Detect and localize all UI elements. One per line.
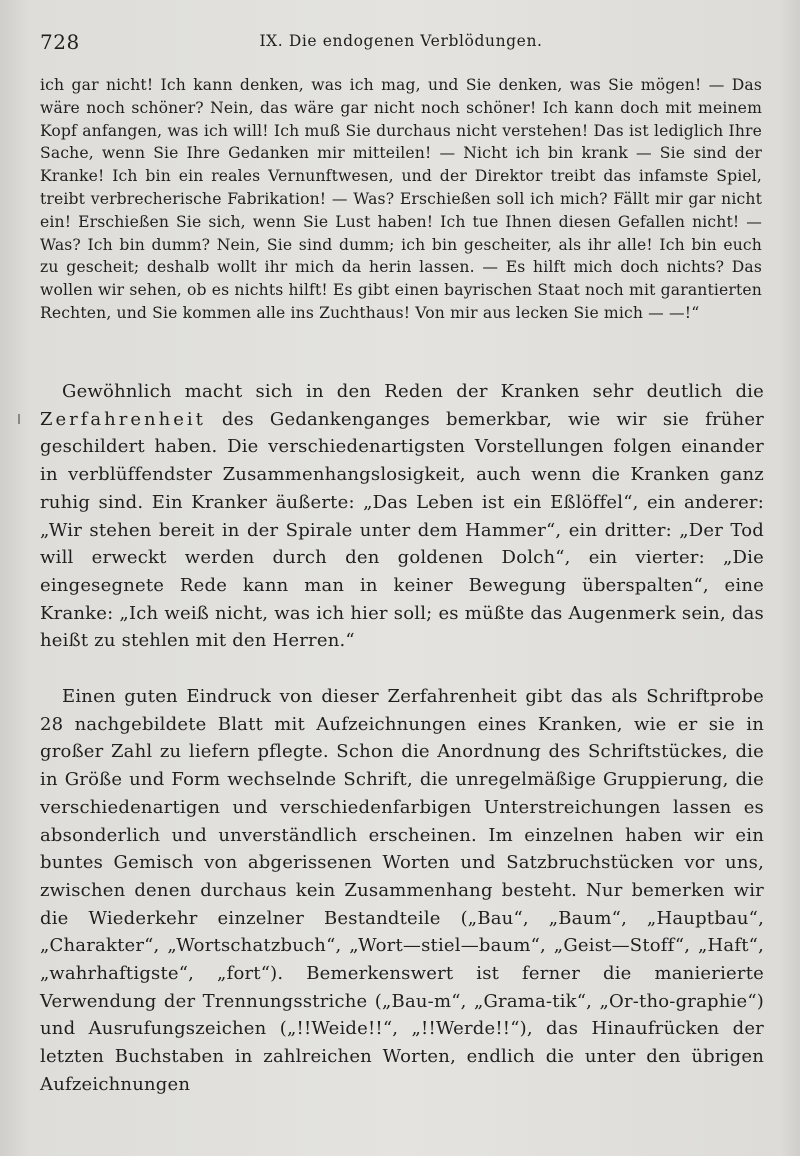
running-title: IX. Die endogenen Verblödungen. [259,32,543,50]
spaced-emphasis-term: Zerfahrenheit [40,408,206,430]
paragraph-schriftprobe: Einen guten Eindruck von dieser Zerfahrenheit gibt das als Schriftprobe 28 nachgebildete Blatt mit Aufzeichnungen eines Kranken, wie er sie in großer Zahl zu liefern pflegte. Schon die Anordnung des Schriftstückes, die in Größe und Form wechselnde Schrift, die unregelmäßige Gruppierung, die verschiedenartigen und verschiedenfarbigen Unterstreichungen lassen es absonderlich und unverständlich erscheinen. Im einzelnen haben wir ein buntes Gemisch von abgerissenen Worten und Satzbruchstücken vor uns, zwischen denen durchaus kein Zusammenhang besteht. Nur bemerken wir die Wiederkehr einzelner Bestandteile („Bau“, „Baum“, „Hauptbau“, „Charakter“, „Wortschatzbuch“, „Wort—stiel—baum“, „Geist—Stoff“, „Haft“, „wahrhaftigste“, „fort“). Bemerkenswert ist ferner die manierierte Verwendung der Trennungsstriche („Bau-m“, „Grama-tik“, „Or-tho-graphie“) und Ausrufungszeichen („!!Weide!!“, „!!Werde!!“), das Hinaufrücken der letzten Buchstaben in zahlreichen Worten, endlich die unter den übrigen Aufzeichnungen [40,686,764,1095]
margin-mark [18,414,20,424]
paragraph1-lead-text: Gewöhnlich macht sich in den Reden der Kranken sehr deutlich die [62,381,764,402]
paragraph1-rest-text: des Gedankenganges bemerkbar, wie wir sie früher geschildert haben. Die verschiedenartigsten Vorstellungen folgen einander in verblüffendster Zusammenhangslosigkeit, auch wenn die Kranken ganz ruhig sind. Ein Kranker äußerte: „Das Leben ist ein Eßlöffel“, ein anderer: „Wir stehen bereit in der Spirale unter dem Hammer“, ein dritter: „Der Tod will erweckt werden durch den goldenen Dolch“, ein vierter: „Die eingesegnete Rede kann man in keiner Bewegung überspalten“, eine Kranke: „Ich weiß nicht, was ich hier soll; es müßte das Augenmerk sein, das heißt zu stehlen mit den Herren.“ [40,408,764,652]
page-number: 728 [40,30,80,54]
page-header [40,30,762,60]
paragraph-zerfahrenheit [40,378,764,655]
patient-quote-block: ich gar nicht! Ich kann denken, was ich mag, und Sie denken, was Sie mögen! — Das wäre noch schöner? Nein, das wäre gar nicht noch schöner! Ich kann doch mit meinem Kopf anfangen, was ich will! Ich muß Sie durchaus nicht verstehen! Das ist lediglich Ihre Sache, wenn Sie Ihre Gedanken mir mitteilen! — Nicht ich bin krank — Sie sind der Kranke! Ich bin ein reales Vernunftwesen, und der Direktor treibt das infamste Spiel, treibt verbrecherische Fabrikation! — Was? Erschießen soll ich mich? Fällt mir gar nicht ein! Erschießen Sie sich, wenn Sie Lust haben! Ich tue Ihnen diesen Gefallen nicht! — Was? Ich bin dumm? Nein, Sie sind dumm; ich bin gescheiter, als ihr alle! Ich bin euch zu gescheit; deshalb wollt ihr mich da herin lassen. — Es hilft mich doch nichts? Das wollen wir sehen, ob es nichts hilft! Es gibt einen bayrischen Staat noch mit garantierten Rechten, und Sie kommen alle ins Zuchthaus! Von mir aus lecken Sie mich — —!“ [40,76,762,322]
